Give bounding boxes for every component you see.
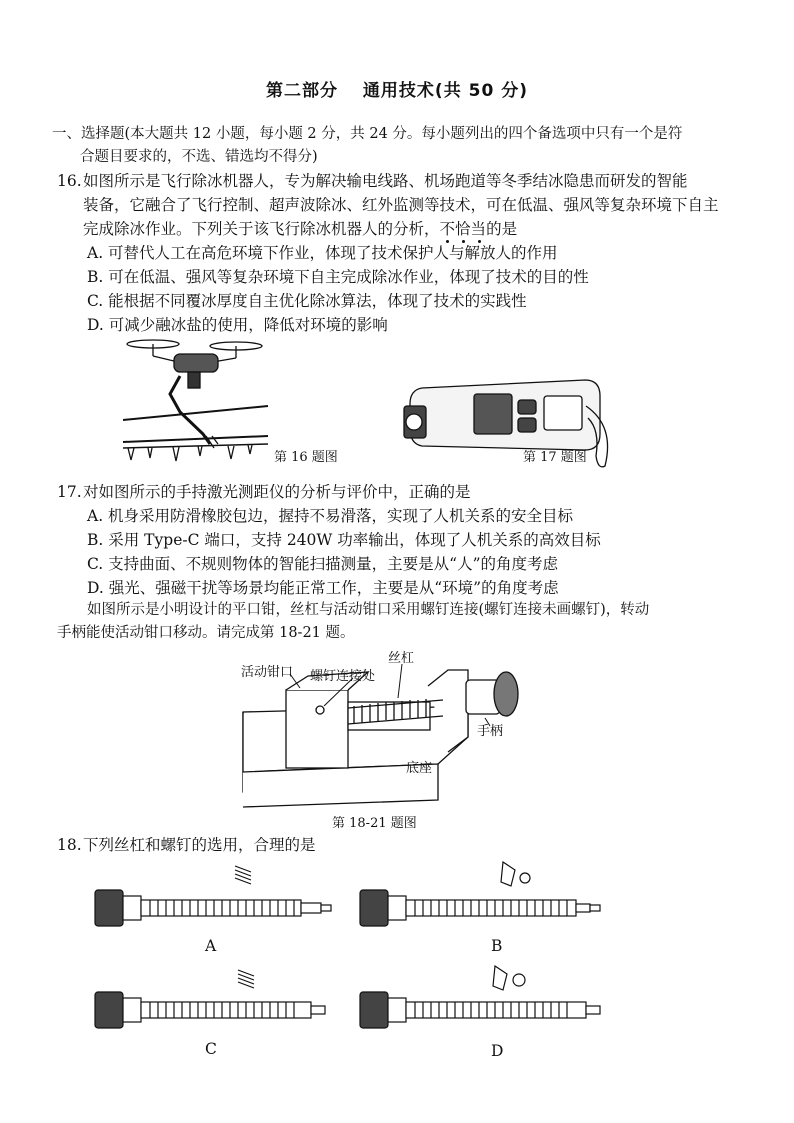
label-handle: 手柄 xyxy=(477,724,504,739)
q18-option-d-label: D xyxy=(491,1042,504,1060)
q18-option-b-label: B xyxy=(491,937,503,955)
q17-option-a: A. 机身采用防滑橡胶包边，握持不易滑落，实现了人机关系的安全目标 xyxy=(87,507,574,525)
q18-option-c-label: C xyxy=(205,1040,217,1058)
q17-figure-caption: 第 17 题图 xyxy=(523,450,587,465)
option-d-figure xyxy=(355,962,610,1040)
vise-intro-line1: 如图所示是小明设计的平口钳，丝杠与活动钳口采用螺钉连接(螺钉连接未画螺钉)，转动 xyxy=(87,602,650,618)
q16-figure-caption: 第 16 题图 xyxy=(274,450,338,465)
q16-stem-line3-post: 的是 xyxy=(486,220,518,238)
q18-number: 18. xyxy=(57,836,82,854)
label-base: 底座 xyxy=(406,761,433,776)
emphasis-char: 恰 xyxy=(455,220,471,238)
q17-stem: 对如图所示的手持激光测距仪的分析与评价中，正确的是 xyxy=(83,483,471,501)
q16-option-d: D. 可减少融冰盐的使用，降低对环境的影响 xyxy=(87,316,388,334)
label-screw-joint: 螺钉连接处 xyxy=(310,669,376,684)
q18-option-a-label: A xyxy=(205,937,217,955)
option-a-figure xyxy=(90,858,340,938)
emphasis-char: 不 xyxy=(439,220,456,238)
q18-stem: 下列丝杠和螺钉的选用，合理的是 xyxy=(83,836,316,854)
q17-number: 17. xyxy=(57,483,82,501)
vise-intro-line2: 手柄能使活动钳口移动。请完成第 18-21 题。 xyxy=(57,625,355,641)
page-title: 第二部分 通用技术(共 50 分) xyxy=(266,81,528,101)
option-b-figure xyxy=(355,858,610,938)
q16-stem-line3 xyxy=(83,218,517,241)
q16-option-b: B. 可在低温、强风等复杂环境下自主完成除冰作业，体现了技术的目的性 xyxy=(87,268,589,286)
q16-stem-line2: 装备，它融合了飞行控制、超声波除冰、红外监测等技术，可在低温、强风等复杂环境下自主 xyxy=(83,196,719,214)
q16-number: 16. xyxy=(57,172,82,190)
q16-option-c: C. 能根据不同覆冰厚度自主优化除冰算法，体现了技术的实践性 xyxy=(87,292,527,310)
option-c-figure xyxy=(90,962,340,1040)
q17-option-b: B. 采用 Type-C 端口，支持 240W 功率输出，体现了人机关系的高效目标 xyxy=(87,531,601,549)
vise-figure-caption: 第 18-21 题图 xyxy=(332,816,417,831)
section-instructions-line2: 合题目要求的，不选、错选均不得分) xyxy=(80,149,318,165)
label-movable-jaw: 活动钳口 xyxy=(241,665,294,680)
emphasis-char: 当 xyxy=(470,220,487,238)
q17-option-d: D. 强光、强磁干扰等场景均能正常工作，主要是从“环境”的角度考虑 xyxy=(87,579,559,597)
section-instructions-line1: 一、选择题(本大题共 12 小题，每小题 2 分，共 24 分。每小题列出的四个备选项中只有一个是符 xyxy=(52,126,683,142)
q16-option-a: A. 可替代人工在高危环境下作业，体现了技术保护人与解放人的作用 xyxy=(87,244,558,262)
label-leadscrew: 丝杠 xyxy=(388,651,415,666)
q17-option-c: C. 支持曲面、不规则物体的智能扫描测量，主要是从“人”的角度考虑 xyxy=(87,555,559,573)
q16-stem-line3-pre: 完成除冰作业。下列关于该飞行除冰机器人的分析， xyxy=(83,220,440,238)
q16-stem-line1: 如图所示是飞行除冰机器人，专为解决输电线路、机场跑道等冬季结冰隐患而研发的智能 xyxy=(83,172,688,190)
drone-figure xyxy=(118,336,268,470)
